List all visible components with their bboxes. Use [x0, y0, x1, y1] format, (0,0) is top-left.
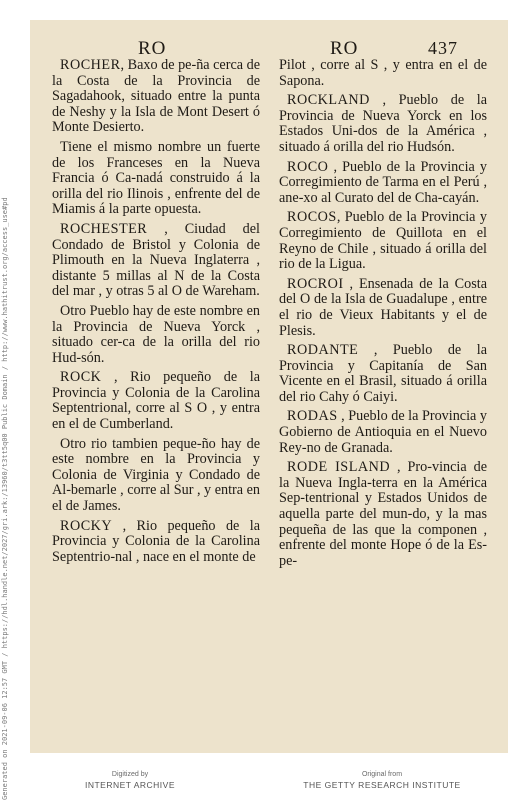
dictionary-entry: [52, 519, 260, 566]
entry-headword: RODANTE: [287, 342, 359, 359]
dictionary-entry: [52, 370, 260, 432]
scanned-page: [30, 20, 508, 753]
entry-headword: RODAS: [287, 408, 338, 425]
left-column: [52, 58, 260, 569]
entry-text: Otro rio tambien peque-ño hay de este nombre en la Provincia y Colonia de Virginia y Condado de Al-bemarle , corre al Sur , y entra en el de James.: [52, 435, 260, 515]
entry-text: , Rio pequeño de la Provincia y Colonia de la Carolina Septentrional, corre al S O , y entra en el de Cumberland.: [52, 369, 260, 433]
dictionary-entry: [279, 160, 487, 207]
footer-getty: THE GETTY RESEARCH INSTITUTE: [303, 780, 461, 790]
entry-text: , Rio pequeño de la Provincia y Colonia de la Carolina Septentrio-nal , nace en el monte de: [52, 517, 260, 565]
right-column: [279, 58, 487, 573]
entry-text: , Pueblo de la Provincia y Gobierno de Antioquia en el Nuevo Rey-no de Granada.: [279, 408, 487, 456]
entry-headword: ROCK: [60, 369, 102, 386]
footer-internet-archive: INTERNET ARCHIVE: [84, 780, 176, 790]
dictionary-entry: [279, 93, 487, 155]
hathitrust-sidebar: Generated on 2021-09-06 12:57 GMT / https://hdl.handle.net/2027/gri.ark:/13960/t3tt5q00 Public Domain / http://www.hathitrust.org/access_use#pd: [1, 197, 9, 800]
dictionary-entry: [279, 277, 487, 339]
entry-text: , Pueblo de la Provincia de Nueva Yorck en los Estados Uni-dos de la América , situado á orilla del rio Hudsón.: [279, 92, 487, 155]
footer-original-from: Original from: [361, 771, 403, 778]
entry-text: Tiene el mismo nombre un fuerte de los Franceses en la Nueva Francia ó Ca-nadá construido á la orilla del rio Ilinois , enfrente del de Miamis á la parte opuesta.: [52, 138, 260, 218]
footer-digitized-by: Digitized by: [111, 771, 149, 778]
dictionary-entry: [52, 58, 260, 136]
entry-text: , Pro-vincia de la Nueva Ingla-terra en la América Sep-tentrional y Estados Unidos de aquella parte del mun-do, y la mas pequeña de las que la componen , enfrente del monte Hope ó de la Es-pe-: [279, 459, 487, 569]
footer-right: [282, 770, 482, 790]
entry-headword: ROCHER: [60, 57, 121, 73]
entry-headword: ROCHESTER: [60, 220, 148, 237]
dictionary-entry: [279, 58, 487, 89]
dictionary-entry: [52, 437, 260, 515]
dictionary-entry: [52, 222, 260, 300]
dictionary-entry: [279, 210, 487, 272]
entry-headword: ROCKLAND: [287, 92, 370, 109]
entry-text: , Pueblo de la Provincia y Capitanía de San Vicente en el Brasil, situado á orilla del rio Cahy ó Caiyi.: [279, 342, 487, 405]
entry-text: , Ensenada de la Costa del O de la Isla de Guadalupe , entre el rio de Vieux Habitants y el de Plesis.: [279, 275, 487, 339]
header-center: RO: [330, 38, 359, 59]
dictionary-entry: [52, 304, 260, 366]
footer-left: [30, 770, 230, 790]
dictionary-entry: [279, 460, 487, 569]
entry-text: , Baxo de pe-ña cerca de la Costa de la Provincia de Sagadahook, situado entre la punta de Neshy y la Isla de Mont Desert ó Monte Desierto.: [52, 57, 260, 136]
entry-text: Otro Pueblo hay de este nombre en la Provincia de Nueva Yorck , situado cer-ca de la orilla del rio Hud-són.: [52, 302, 260, 366]
dictionary-entry: [279, 343, 487, 405]
entry-headword: ROCROI: [287, 275, 344, 292]
page-number: 437: [428, 38, 458, 58]
entry-text: , Pueblo de la Provincia y Corregimiento de Quillota en el Reyno de Chile , situado á orilla del rio de la Ligua.: [279, 209, 487, 273]
entry-text: , Pueblo de la Provincia y Corregimiento de Tarma en el Perú , ane-xo al Curato del de Cha-cayán.: [279, 158, 487, 206]
dictionary-entry: [279, 409, 487, 456]
entry-headword: ROCO: [287, 158, 329, 175]
entry-text: , Ciudad del Condado de Bristol y Colonia de Plimouth en la Nueva Inglaterra , distante 5 millas al N de la Costa del mar , y otras 5 al O de Wareham.: [52, 220, 260, 300]
header-left: RO: [138, 38, 167, 59]
dictionary-entry: [52, 140, 260, 218]
entry-headword: ROCKY: [60, 517, 113, 534]
entry-headword: ROCOS: [287, 209, 337, 226]
entry-text: Pilot , corre al S , y entra en el de Sapona.: [279, 57, 487, 89]
entry-headword: RODE ISLAND: [287, 459, 391, 476]
